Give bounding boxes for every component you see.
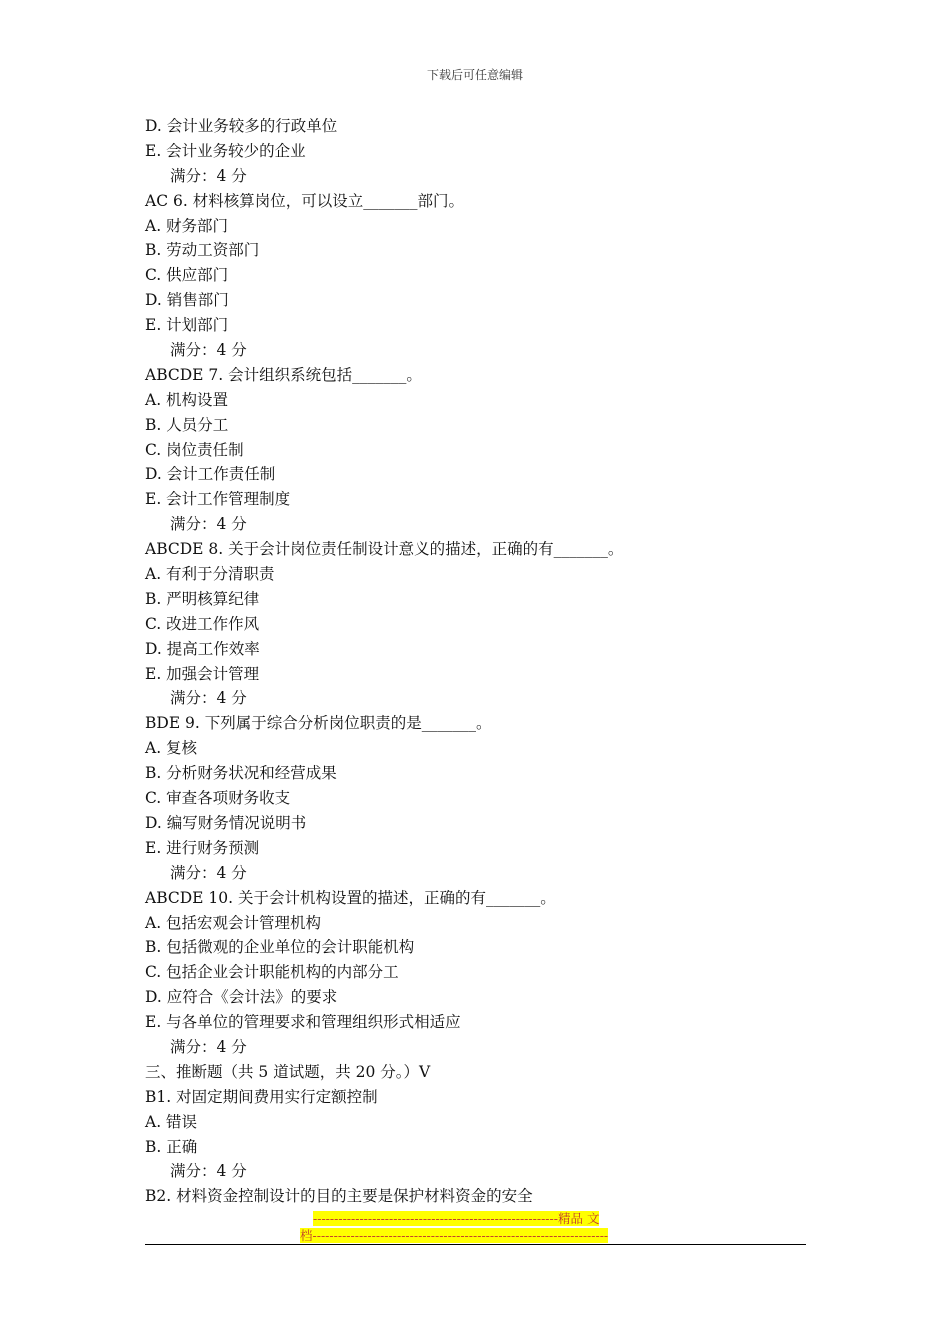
footer-watermark (300, 1210, 650, 1244)
option-line: D. 会计业务较多的行政单位 (145, 117, 338, 135)
option-line: A. 错误 (145, 1112, 198, 1131)
footer-line-1: ----------------------------------------------------------精品 文 (313, 1211, 600, 1226)
question-line: B1. 对固定期间费用实行定额控制 (145, 1087, 378, 1106)
score-line: 满分：4 分 (170, 689, 247, 708)
section-heading: 三、推断题（共 5 道试题，共 20 分。）V (145, 1062, 431, 1081)
option-line: E. 与各单位的管理要求和管理组织形式相适应 (145, 1013, 461, 1032)
score-line: 满分：4 分 (170, 1162, 247, 1181)
option-line: A. 包括宏观会计管理机构 (145, 913, 322, 932)
option-line: B. 分析财务状况和经营成果 (145, 764, 337, 783)
option-line: E. 会计工作管理制度 (145, 490, 291, 509)
document-body (145, 114, 805, 1209)
option-line: A. 财务部门 (145, 216, 229, 235)
score-line: 满分：4 分 (170, 166, 247, 185)
option-line: B. 严明核算纪律 (145, 589, 260, 608)
option-line: B. 包括微观的企业单位的会计职能机构 (145, 938, 415, 957)
question-line: ABCDE 10. 关于会计机构设置的描述，正确的有_______。 (145, 888, 556, 907)
option-line: E. 进行财务预测 (145, 838, 260, 857)
option-line: C. 岗位责任制 (145, 440, 244, 459)
question-line: BDE 9. 下列属于综合分析岗位职责的是_______。 (145, 714, 492, 733)
option-line: D. 提高工作效率 (145, 639, 260, 658)
question-line: AC 6. 材料核算岗位，可以设立_______部门。 (145, 191, 464, 210)
question-line: ABCDE 8. 关于会计岗位责任制设计意义的描述，正确的有_______。 (145, 540, 624, 559)
option-line: E. 加强会计管理 (145, 664, 260, 683)
page-header: 下载后可任意编辑 (426, 68, 523, 82)
option-line: E. 计划部门 (145, 316, 229, 335)
option-line: D. 应符合《会计法》的要求 (145, 988, 338, 1007)
option-line: D. 销售部门 (145, 291, 229, 310)
option-line: D. 会计工作责任制 (145, 465, 276, 484)
footer-line-2: 档---------------------------------------------------------------------- (300, 1228, 609, 1243)
option-line: C. 改进工作作风 (145, 614, 260, 633)
score-line: 满分：4 分 (170, 863, 247, 882)
option-line: E. 会计业务较少的企业 (145, 141, 306, 160)
option-line: A. 复核 (145, 739, 198, 758)
option-line: B. 正确 (145, 1137, 198, 1156)
option-line: D. 编写财务情况说明书 (145, 813, 307, 832)
option-line: C. 供应部门 (145, 266, 229, 285)
footer-divider (145, 1244, 806, 1245)
option-line: B. 人员分工 (145, 415, 229, 434)
score-line: 满分：4 分 (170, 341, 247, 360)
score-line: 满分：4 分 (170, 515, 247, 534)
option-line: C. 审查各项财务收支 (145, 789, 291, 808)
option-line: A. 有利于分清职责 (145, 565, 275, 584)
question-line: B2. 材料资金控制设计的目的主要是保护材料资金的安全 (145, 1187, 533, 1206)
score-line: 满分：4 分 (170, 1037, 247, 1056)
option-line: A. 机构设置 (145, 390, 229, 409)
option-line: C. 包括企业会计职能机构的内部分工 (145, 963, 399, 982)
question-line: ABCDE 7. 会计组织系统包括_______。 (145, 365, 422, 384)
option-line: B. 劳动工资部门 (145, 241, 260, 260)
